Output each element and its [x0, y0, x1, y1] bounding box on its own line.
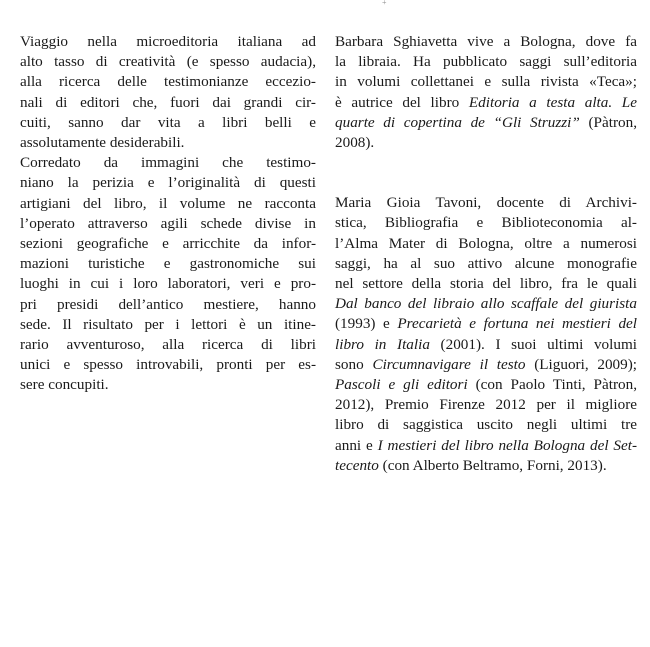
text-line: stica, Bibliografia e Biblioteconomia al- [335, 214, 637, 232]
text-run: anni e [335, 436, 378, 454]
text-line [335, 436, 637, 456]
text-line: nel settore della storia del libro, fra le quali [335, 275, 637, 293]
book-title: tecento [335, 456, 379, 474]
text-line [335, 314, 637, 334]
text-run: (con Paolo Tinti, Pàtron, [467, 376, 637, 394]
text-run: è autrice del libro [335, 93, 469, 111]
text-line: saggi, ha al suo attivo alcune monografie [335, 254, 637, 272]
text-line: la libraia. Ha pubblicato saggi sull’editoria [335, 53, 637, 71]
book-title: I mestieri del libro nella Bologna del Set- [377, 436, 637, 454]
text-line [335, 355, 637, 375]
text-line: l’Alma Mater di Bologna, oltre a numerosi [335, 234, 637, 252]
text-line: in volumi collettanei e sulla rivista «Teca»; [335, 73, 637, 91]
synopsis-paragraph-2 [20, 153, 316, 395]
text-run: (Pàtron, [579, 113, 637, 131]
text-run: (con Alberto Beltramo, Forni, 2013). [378, 456, 607, 474]
text-line: cuiti, sanno dar vita a libri belli e [20, 113, 316, 131]
text-line: artigiani del libro, il volume ne racconta [20, 194, 316, 212]
text-line: 2012), Premio Firenze 2012 per il migliore [335, 396, 637, 414]
text-run: (2001). I suoi ultimi volumi [429, 335, 637, 353]
text-line: sezioni geografiche e arricchite da infor- [20, 235, 316, 253]
text-line: Corredato da immagini che testimo- [20, 154, 316, 172]
text-line: l’operato attraverso agili schede divise in [20, 214, 316, 232]
text-line: alto tasso di creatività (e spesso audacia), [20, 53, 316, 71]
text-line: sere concupiti. [20, 376, 109, 394]
book-title: Precarietà e fortuna nei mestieri del [397, 315, 637, 333]
text-line: Viaggio nella microeditoria italiana ad [20, 33, 316, 50]
book-title: Editoria a testa alta. Le [468, 93, 637, 111]
left-column-synopsis [20, 32, 316, 396]
text-line [335, 375, 637, 395]
book-title: Circumnavigare il testo [372, 355, 526, 373]
text-line [335, 93, 637, 113]
text-line: Maria Gioia Tavoni, docente di Archivi- [335, 194, 637, 212]
right-column-author-bios [335, 32, 637, 476]
text-line: niano la perizia e l’originalità di questi [20, 174, 316, 192]
synopsis-paragraph-1 [20, 32, 316, 153]
book-title: Dal banco del libraio allo scaffale del giurista [335, 295, 637, 313]
text-line: unici e spesso introvabili, pronti per es- [20, 356, 316, 374]
text-line: pri presidi dell’antico mestiere, hanno [20, 295, 316, 313]
text-line [335, 456, 637, 476]
paragraph-spacer [335, 153, 637, 193]
text-line [335, 113, 637, 133]
text-line [335, 335, 637, 355]
text-line: Barbara Sghiavetta vive a Bologna, dove fa [335, 33, 637, 50]
text-run: sono [335, 355, 373, 373]
text-line: alla ricerca delle testimonianze ecceziο- [20, 73, 316, 91]
text-line: mazioni turistiche e gastronomiche sui [20, 255, 316, 273]
author-bio-tavoni [335, 193, 637, 476]
text-line: nali di editori che, fuori dai grandi cir- [20, 93, 316, 111]
text-line: libro di saggistica uscito negli ultimi tre [335, 416, 637, 434]
book-title: quarte di copertina de “Gli Struzzi” [335, 113, 580, 131]
book-title: libro in Italia [335, 335, 430, 353]
text-run: (Liguori, 2009); [525, 355, 638, 373]
book-title: Pascoli e gli editori [335, 376, 468, 394]
text-line [335, 294, 637, 314]
text-line: 2008). [335, 134, 375, 152]
text-line: sede. Il risultato per i lettori è un itine- [20, 315, 316, 333]
author-bio-sghiavetta [335, 32, 637, 153]
crop-mark-icon: + [382, 0, 387, 7]
text-run: (1993) e [335, 315, 398, 333]
text-line: luoghi in cui i loro laboratori, veri e pro- [20, 275, 316, 293]
text-line: rario avventuroso, alla ricerca di libri [20, 336, 316, 354]
text-line: assolutamente desiderabili. [20, 134, 185, 152]
